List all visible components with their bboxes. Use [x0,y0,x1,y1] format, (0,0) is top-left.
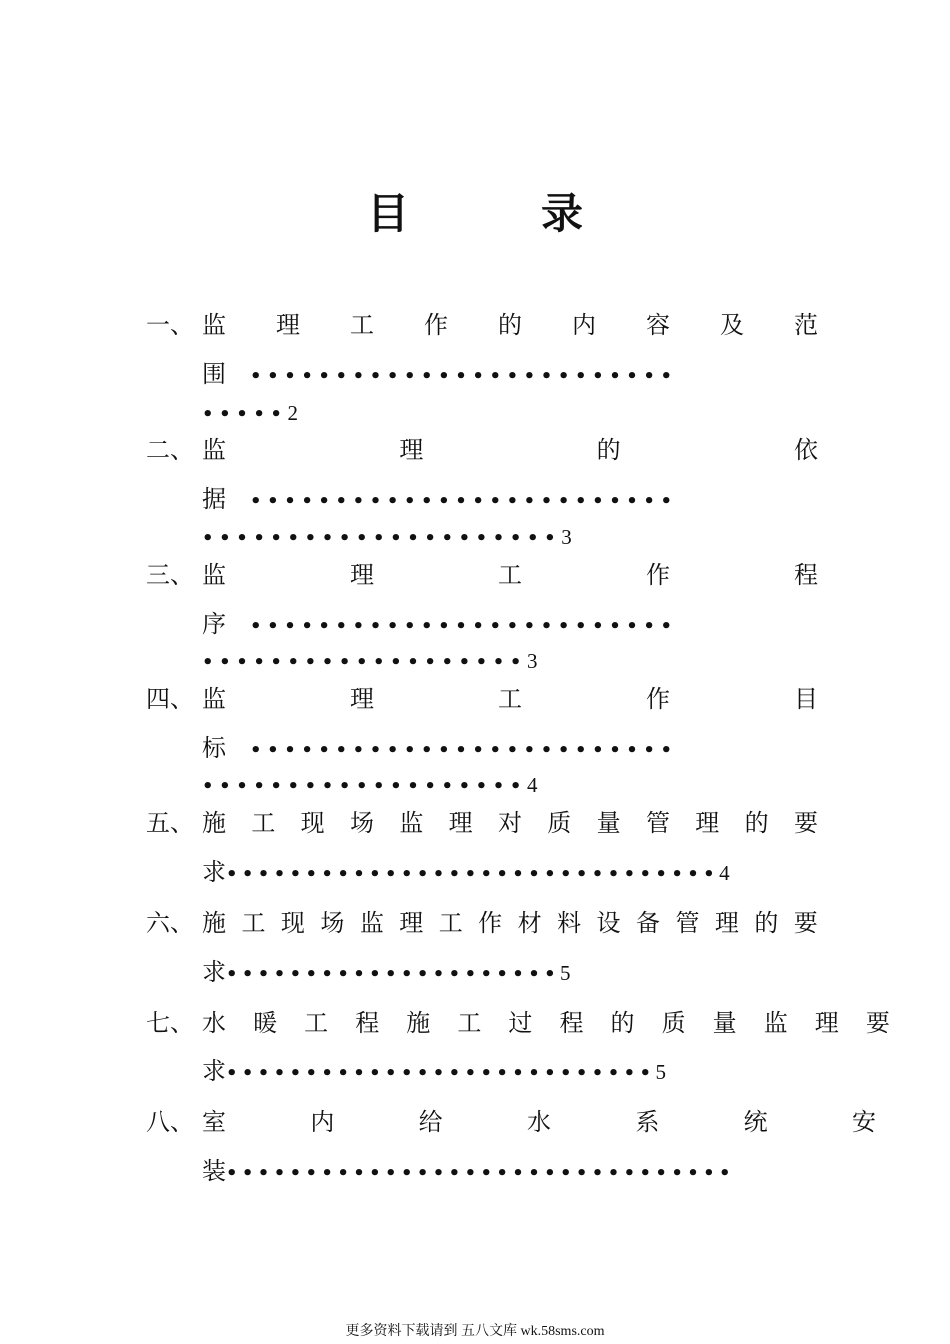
toc-title-char: 对 [497,809,522,837]
toc-title-char: 理 [399,909,424,937]
toc-leader-dots: ••••••••••••••••••• [202,652,527,673]
toc-leader-continuation [202,397,298,430]
toc-title-char: 过 [508,1009,533,1037]
toc-title-char: 室 [202,1108,226,1136]
toc-title-char: 理 [276,311,300,339]
footer-text: 更多资料下载请到 五八文库 wk.58sms.com [345,1324,605,1339]
toc-title-char: 理 [448,809,473,837]
toc-title-char: 的 [754,909,779,937]
toc-title-char: 作 [424,311,448,339]
toc-leader-dots: ••••••••••••••••••••••••• [250,740,678,761]
toc-leader-dots: ••••••••••••••••••••••••••• [226,1063,656,1084]
toc-entry-continuation[interactable] [202,479,678,522]
toc-title-char: 施 [202,809,226,837]
toc-title-char: 安 [851,1108,876,1136]
toc-title-char: 程 [559,1009,584,1037]
toc-entry-continuation[interactable] [202,604,678,647]
toc-leader-dots: ••••••••••••••••••••• [202,528,562,549]
toc-title-tail: 求 [202,858,226,886]
toc-title-char: 作 [646,685,670,713]
toc-title-char: 及 [720,311,744,339]
toc-title-char: 料 [557,909,582,937]
toc-title-char: 程 [355,1009,380,1037]
toc-leader-dots: •••••••••••••••••••••••••••••••• [226,1163,735,1184]
toc-leader-continuation [202,645,538,678]
toc-page-number: 2 [287,401,299,425]
toc-entry-number: 二、 [146,436,194,464]
toc-title-char: 理 [399,436,424,464]
toc-leader-dots: ••••••••••••••••••••••••• [250,616,678,637]
toc-page-number: 5 [560,961,571,985]
toc-title-char: 的 [610,1009,635,1037]
toc-leader-dots: ••••••••••••••••••••••••• [250,491,678,512]
toc-title-char: 量 [596,809,621,837]
toc-title-char: 质 [547,809,572,837]
toc-title-char: 工 [251,809,276,837]
toc-entry-title[interactable] [202,1102,876,1142]
toc-entry-number: 六、 [146,909,194,937]
toc-title-char: 目 [794,685,818,713]
toc-title-char: 监 [202,311,226,339]
toc-page-number: 3 [561,525,572,549]
toc-title-char: 场 [320,909,345,937]
toc-entry-continuation[interactable] [202,852,730,895]
toc-title-char: 工 [438,909,463,937]
toc-title-char: 水 [202,1009,226,1037]
toc-entry-title[interactable] [202,305,818,345]
toc-title-char: 工 [304,1009,329,1037]
title-char-2: 录 [541,189,584,238]
toc-title-char: 工 [457,1009,482,1037]
toc-entry-continuation[interactable] [202,728,678,771]
toc-title-char: 量 [712,1009,737,1037]
toc-entry-title[interactable] [202,430,818,470]
toc-title-char: 统 [743,1108,768,1136]
toc-title-char: 的 [744,809,769,837]
toc-title-char: 的 [498,311,522,339]
toc-title-char: 监 [202,436,226,464]
toc-leader-dots: ••••••••••••••••••••••••••••••• [226,864,720,885]
toc-title-tail: 装 [202,1157,226,1185]
toc-title-char: 工 [241,909,266,937]
toc-title-char: 工 [498,561,522,589]
toc-entry-number: 一、 [146,311,194,339]
toc-title-char: 内 [310,1108,335,1136]
toc-page-number: 3 [527,649,538,673]
toc-title-char: 现 [280,909,305,937]
toc-title-char: 监 [359,909,384,937]
toc-leader-dots: ••••••••••••••••••••• [226,964,561,985]
toc-entry-title[interactable] [202,679,818,719]
toc-title-tail: 求 [202,1057,226,1085]
toc-title-char: 理 [814,1009,839,1037]
toc-title-char: 水 [526,1108,551,1136]
toc-title-char: 备 [635,909,660,937]
toc-title-char: 程 [794,561,818,589]
toc-title-char: 施 [202,909,226,937]
toc-title-char: 施 [406,1009,431,1037]
toc-leader-dots: ••••••••••••••••••• [202,776,527,797]
toc-title-char: 理 [695,809,720,837]
toc-entry-continuation[interactable] [202,354,678,397]
toc-entry-number: 七、 [146,1009,194,1037]
toc-entry-title[interactable] [202,1003,890,1043]
toc-title-tail: 求 [202,958,226,986]
toc-title-char: 容 [646,311,670,339]
toc-title-char: 质 [661,1009,686,1037]
toc-entry-number: 三、 [146,561,194,589]
toc-title-char: 监 [399,809,424,837]
toc-title-tail: 序 [202,610,226,638]
toc-title-char: 管 [675,909,700,937]
toc-entry-continuation[interactable] [202,952,571,995]
toc-title-char: 作 [646,561,670,589]
toc-title-char: 理 [714,909,739,937]
toc-title-char: 场 [349,809,374,837]
title-char-1: 目 [366,189,409,238]
toc-title-char: 现 [300,809,325,837]
toc-title-char: 工 [498,685,522,713]
toc-title-char: 理 [350,685,374,713]
toc-entry-title[interactable] [202,803,818,843]
toc-title-char: 给 [418,1108,443,1136]
toc-title-char: 设 [596,909,621,937]
toc-title-char: 材 [517,909,542,937]
toc-title-char: 要 [865,1009,890,1037]
toc-leader-dots: ••••• [202,404,288,425]
toc-title-char: 要 [793,909,818,937]
toc-leader-continuation [202,521,572,554]
toc-title-char: 依 [793,436,818,464]
toc-title-char: 理 [350,561,374,589]
toc-title-char: 工 [350,311,374,339]
toc-title-char: 要 [793,809,818,837]
toc-title-tail: 据 [202,485,226,513]
toc-title-char: 管 [645,809,670,837]
toc-entry-number: 八、 [146,1108,194,1136]
toc-title-char: 暖 [253,1009,278,1037]
toc-title-char: 的 [596,436,621,464]
toc-title-char: 范 [794,311,818,339]
toc-title-char: 作 [478,909,503,937]
toc-title-tail: 标 [202,734,226,762]
toc-title-char: 系 [635,1108,660,1136]
toc-title-char: 内 [572,311,596,339]
toc-title-char: 监 [202,561,226,589]
toc-title-char: 监 [763,1009,788,1037]
toc-leader-continuation [202,769,538,802]
toc-entry-title[interactable] [202,555,818,595]
toc-entry-title[interactable] [202,903,818,943]
toc-entry-continuation[interactable] [202,1151,735,1194]
page-title [0,186,950,242]
toc-entry-continuation[interactable] [202,1051,666,1094]
toc-page-number: 4 [719,861,730,885]
toc-title-tail: 围 [202,360,226,388]
toc-page-number: 5 [655,1060,666,1084]
toc-entry-number: 四、 [146,685,194,713]
toc-title-char: 监 [202,685,226,713]
toc-entry-number: 五、 [146,809,194,837]
toc-page-number: 4 [527,773,538,797]
toc-leader-dots: ••••••••••••••••••••••••• [250,366,678,387]
